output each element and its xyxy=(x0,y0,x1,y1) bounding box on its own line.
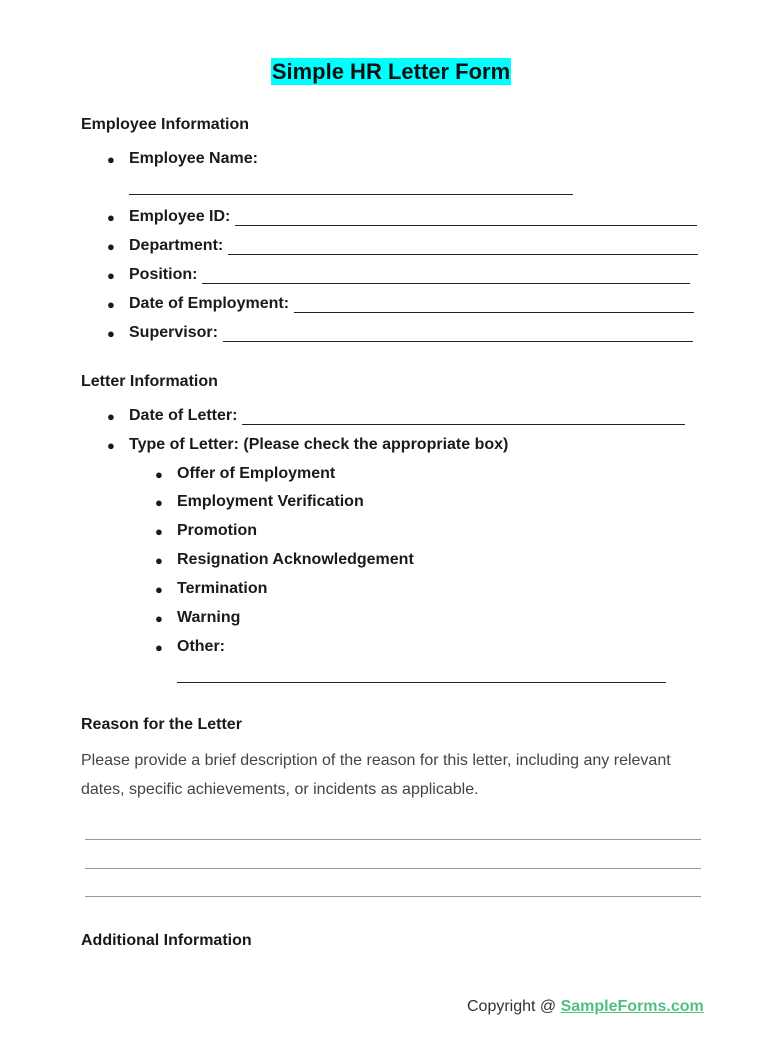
option-label: Offer of Employment xyxy=(177,465,336,482)
blank-line[interactable] xyxy=(202,269,690,284)
option-label: Resignation Acknowledgement xyxy=(177,551,414,568)
field-label: Date of Employment: xyxy=(129,295,290,312)
title-text: Simple HR Letter Form xyxy=(271,59,511,84)
form-title xyxy=(0,59,782,85)
bullet-icon: ● xyxy=(107,239,115,254)
option-label: Employment Verification xyxy=(177,493,364,510)
field-label: Employee ID: xyxy=(129,208,231,225)
option-label: Termination xyxy=(177,580,268,597)
bullet-icon: ● xyxy=(155,582,163,597)
blank-line[interactable] xyxy=(177,668,666,683)
option-other-blank[interactable] xyxy=(177,668,666,683)
blank-line[interactable] xyxy=(235,211,697,226)
writing-line[interactable] xyxy=(85,839,701,840)
writing-line[interactable] xyxy=(85,868,701,869)
footer-copyright xyxy=(467,998,704,1016)
option-termination[interactable] xyxy=(155,580,268,598)
bullet-icon: ● xyxy=(155,553,163,568)
option-other[interactable] xyxy=(155,638,225,656)
bullet-icon: ● xyxy=(107,210,115,225)
option-promotion[interactable] xyxy=(155,522,257,540)
field-label: Department: xyxy=(129,237,224,254)
field-type-of-letter xyxy=(107,436,509,454)
option-label: Promotion xyxy=(177,522,257,539)
field-employee-name[interactable] xyxy=(107,150,258,168)
field-date-of-letter[interactable] xyxy=(107,407,685,425)
option-offer[interactable] xyxy=(155,465,336,483)
section-heading-additional: Additional Information xyxy=(81,932,252,949)
bullet-icon: ● xyxy=(107,152,115,167)
field-label: Employee Name: xyxy=(129,150,258,167)
blank-line[interactable] xyxy=(242,410,685,425)
option-label: Other: xyxy=(177,638,225,655)
bullet-icon: ● xyxy=(155,611,163,626)
field-label: Position: xyxy=(129,266,198,283)
field-employee-name-blank[interactable] xyxy=(129,180,573,195)
bullet-icon: ● xyxy=(107,409,115,424)
field-supervisor[interactable] xyxy=(107,324,693,342)
section-heading-letter: Letter Information xyxy=(81,373,218,390)
bullet-icon: ● xyxy=(107,326,115,341)
bullet-icon: ● xyxy=(155,524,163,539)
section-heading-employee: Employee Information xyxy=(81,116,250,133)
bullet-icon: ● xyxy=(155,640,163,655)
field-position[interactable] xyxy=(107,266,690,284)
section-heading-reason: Reason for the Letter xyxy=(81,716,242,733)
reason-description: Please provide a brief description of the reason for this letter, including any relevant dates, specific achievements, or incidents as applicable. xyxy=(81,752,671,798)
bullet-icon: ● xyxy=(155,495,163,510)
option-verification[interactable] xyxy=(155,493,364,511)
field-label: Supervisor: xyxy=(129,324,218,341)
field-department[interactable] xyxy=(107,237,698,255)
option-resignation[interactable] xyxy=(155,551,414,569)
bullet-icon: ● xyxy=(107,297,115,312)
blank-line[interactable] xyxy=(294,298,694,313)
field-employee-id[interactable] xyxy=(107,208,697,226)
blank-line[interactable] xyxy=(129,180,573,195)
field-label: Date of Letter: xyxy=(129,407,238,424)
blank-line[interactable] xyxy=(223,327,693,342)
copyright-text: Copyright @ xyxy=(467,998,561,1015)
bullet-icon: ● xyxy=(107,438,115,453)
brand-link[interactable]: SampleForms.com xyxy=(560,998,704,1015)
writing-line[interactable] xyxy=(85,896,701,897)
field-date-of-employment[interactable] xyxy=(107,295,694,313)
option-label: Warning xyxy=(177,609,241,626)
blank-line[interactable] xyxy=(228,240,698,255)
option-warning[interactable] xyxy=(155,609,241,627)
bullet-icon: ● xyxy=(155,467,163,482)
field-label: Type of Letter: (Please check the appropriate box) xyxy=(129,436,509,453)
bullet-icon: ● xyxy=(107,268,115,283)
